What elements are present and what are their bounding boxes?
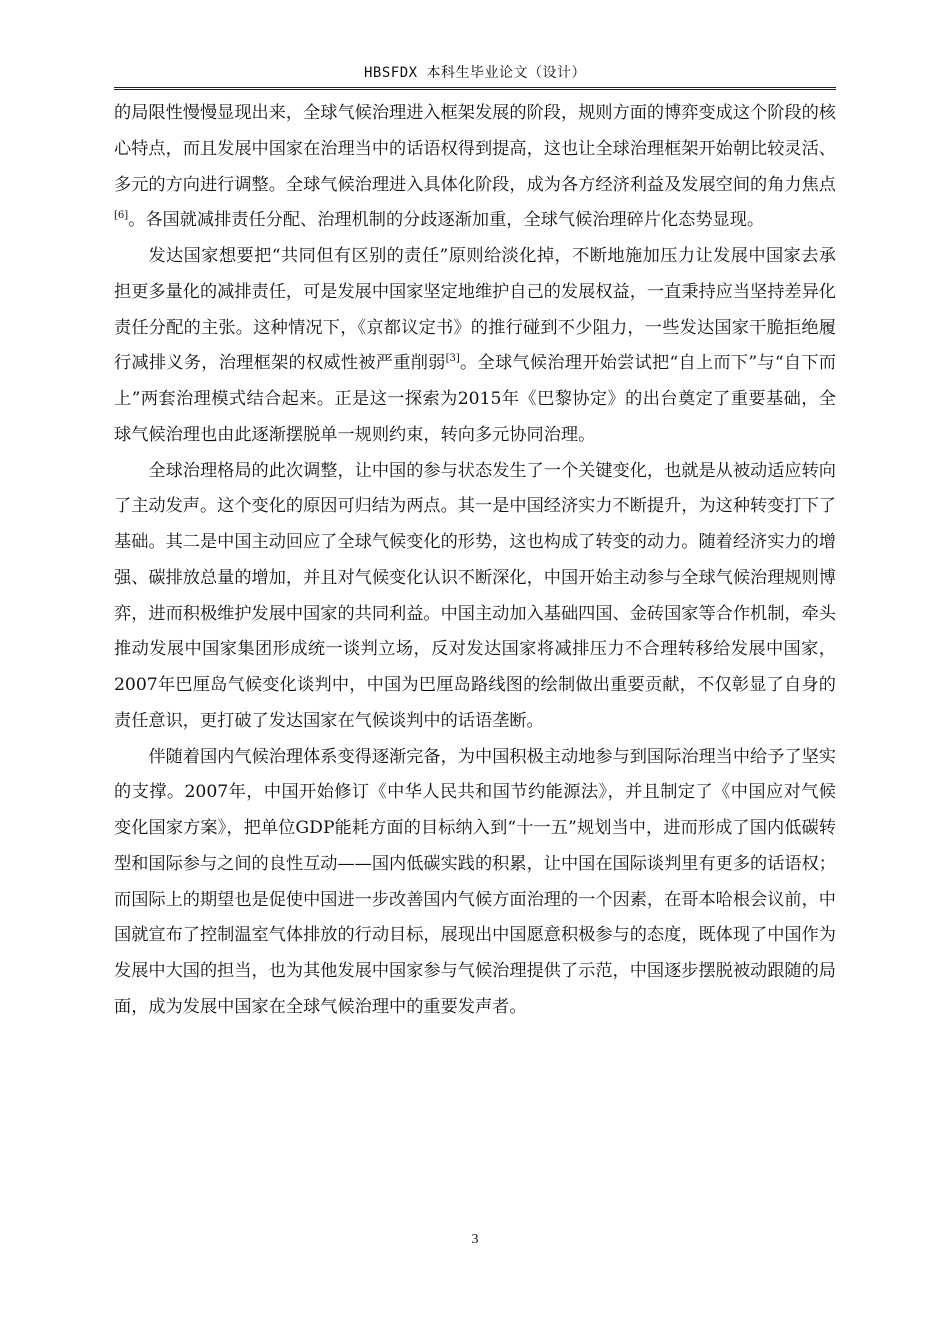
body-text [114,96,836,1026]
paragraph [114,454,836,740]
paragraph [114,740,836,1026]
paragraph-text: 的局限性慢慢显现出来，全球气候治理进入框架发展的阶段，规则方面的博弈变成这个阶段的核心特点，而且发展中国家在治理当中的话语权得到提高，这也让全球治理框架开始朝比较灵活、多元的方向进行调整。全球气候治理进入具体化阶段，成为各方经济利益及发展空间的角力焦点 [114,103,836,195]
page-header [114,62,836,90]
paragraph-text: 。各国就减排责任分配、治理机制的分歧逐渐加重，全球气候治理碎片化态势显现。 [128,210,765,231]
paragraph-text: 。全球气候治理开始尝试把“自上而下”与“自下而上”两套治理模式结合起来。正是这一探索为2015年《巴黎协定》的出台奠定了重要基础，全球气候治理也由此逐渐摆脱单一规则约束，转向多元协同治理。 [114,353,836,445]
paragraph [114,239,836,454]
paragraph-text: 发达国家想要把“共同但有区别的责任”原则给淡化掉，不断地施加压力让发展中国家去承担更多量化的减排责任，可是发展中国家坚定地维护自己的发展权益，一直秉持应当坚持差异化责任分配的主张。这种情况下，《京都议定书》的推行碰到不少阻力，一些发达国家干脆拒绝履行减排义务，治理框架的权威性被严重削弱 [114,246,836,374]
paragraph-text: 全球治理格局的此次调整，让中国的参与状态发生了一个关键变化，也就是从被动适应转向了主动发声。这个变化的原因可归结为两点。其一是中国经济实力不断提升，为这种转变打下了基础。其二是中国主动回应了全球气候变化的形势，这也构成了转变的动力。随着经济实力的增强、碳排放总量的增加，并且对气候变化认识不断深化，中国开始主动参与全球气候治理规则博弈，进而积极维护发展中国家的共同利益。中国主动加入基础四国、金砖国家等合作机制，牵头推动发展中国家集团形成统一谈判立场，反对发达国家将减排压力不合理转移给发展中国家，2007年巴厘岛气候变化谈判中，中国为巴厘岛路线图的绘制做出重要贡献，不仅彰显了自身的责任意识，更打破了发达国家在气候谈判中的话语垄断。 [114,460,836,731]
paragraph [114,96,836,239]
paragraph-text: 伴随着国内气候治理体系变得逐渐完备，为中国积极主动地参与到国际治理当中给予了坚实的支撑。2007年，中国开始修订《中华人民共和国节约能源法》，并且制定了《中国应对气候变化国家方案》，把单位GDP能耗方面的目标纳入到“十一五”规划当中，进而形成了国内低碳转型和国际参与之间的良性互动——国内低碳实践的积累，让中国在国际谈判里有更多的话语权；而国际上的期望也是促使中国进一步改善国内气候方面治理的一个因素，在哥本哈根会议前，中国就宣布了控制温室气体排放的行动目标，展现出中国愿意积极参与的态度，既体现了中国作为发展中大国的担当，也为其他发展中国家参与气候治理提供了示范，中国逐步摆脱被动跟随的局面，成为发展中国家在全球气候治理中的重要发声者。 [114,746,836,1017]
citation-marker: [6] [114,210,129,222]
header-title: HBSFDX 本科生毕业论文（设计） [363,65,586,81]
citation-marker: [3] [445,353,460,365]
page-number: 3 [471,1232,479,1247]
